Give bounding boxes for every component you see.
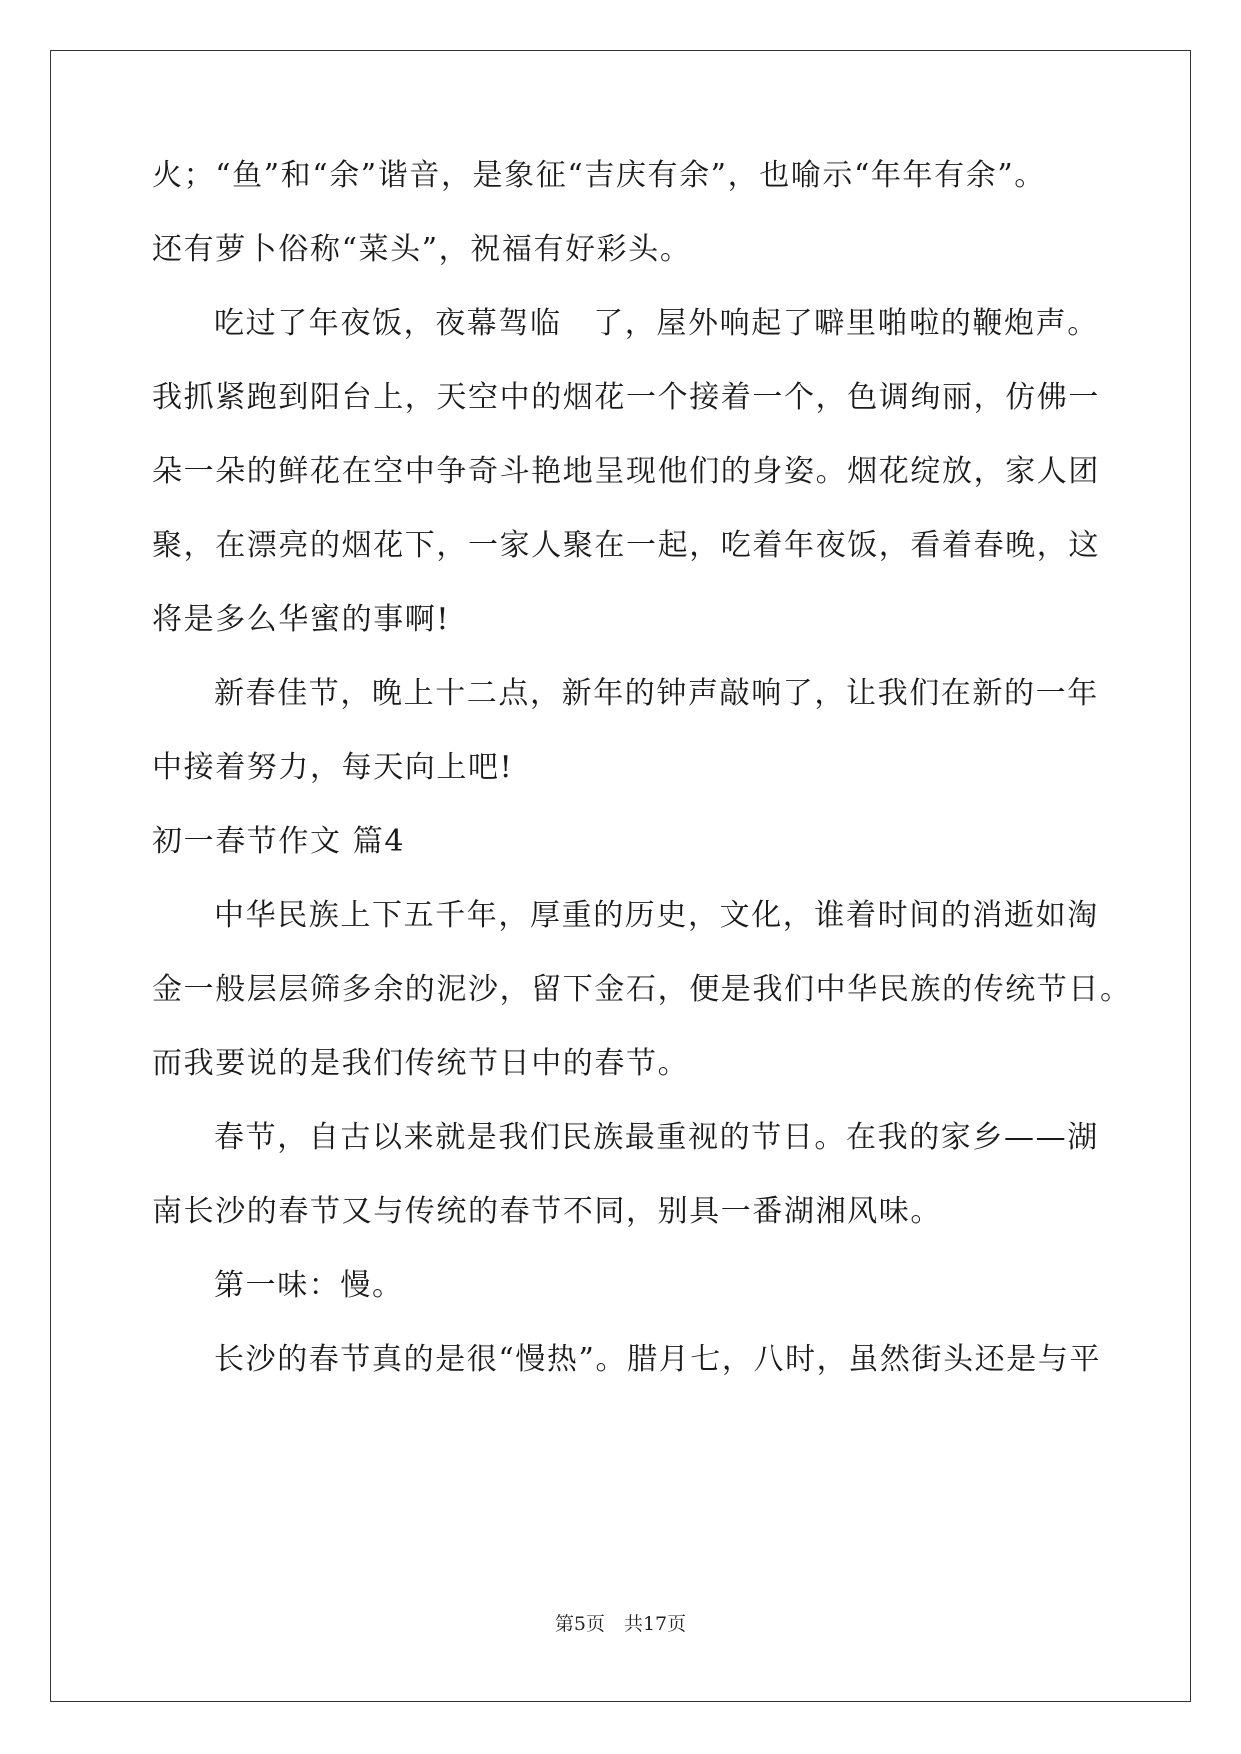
- paragraph-start: 长沙的春节真的是很“慢热”。腊月七，八时，虽然街头还是与平: [214, 1342, 1102, 1377]
- paragraph-start: 春节，自古以来就是我们民族最重视的节日。在我的家乡——湖: [214, 1120, 1099, 1155]
- page-footer: [0, 1612, 1241, 1636]
- text-line: 聚，在漂亮的烟花下，一家人聚在一起，吃着年夜饭，看着春晚，这: [152, 528, 1100, 563]
- text-line: 中接着努力，每天向上吧!: [152, 750, 514, 785]
- text-line: 将是多么华蜜的事啊!: [152, 602, 451, 637]
- page-number: 第5页 共17页: [554, 1613, 687, 1635]
- text-line: 我抓紧跑到阳台上，天空中的烟花一个接着一个，色调绚丽，仿佛一: [152, 380, 1100, 415]
- text-line: 南长沙的春节又与传统的春节不同，别具一番湖湘风味。: [152, 1194, 942, 1229]
- text-line: 朵一朵的鲜花在空中争奇斗艳地呈现他们的身姿。烟花绽放，家人团: [152, 454, 1100, 489]
- paragraph-start: 新春佳节，晚上十二点，新年的钟声敲响了，让我们在新的一年: [214, 676, 1099, 711]
- paragraph-start: 吃过了年夜饭，夜幕驾临 了，屋外响起了噼里啪啦的鞭炮声。: [214, 306, 1099, 341]
- section-heading: 初一春节作文 篇4: [152, 824, 406, 859]
- page-border: [50, 50, 1191, 1702]
- paragraph-start: 中华民族上下五千年，厚重的历史，文化，谁着时间的消逝如淘: [214, 898, 1099, 933]
- text-line: 还有萝卜俗称“菜头”，祝福有好彩头。: [152, 232, 692, 267]
- text-line: 而我要说的是我们传统节日中的春节。: [152, 1046, 690, 1081]
- paragraph-start: 第一味：慢。: [214, 1268, 404, 1303]
- text-line: 金一般层层筛多余的泥沙，留下金石，便是我们中华民族的传统节日。: [152, 972, 1132, 1007]
- text-line: 火；“鱼”和“余”谐音，是象征“吉庆有余”，也喻示“年年有余”。: [152, 158, 1046, 193]
